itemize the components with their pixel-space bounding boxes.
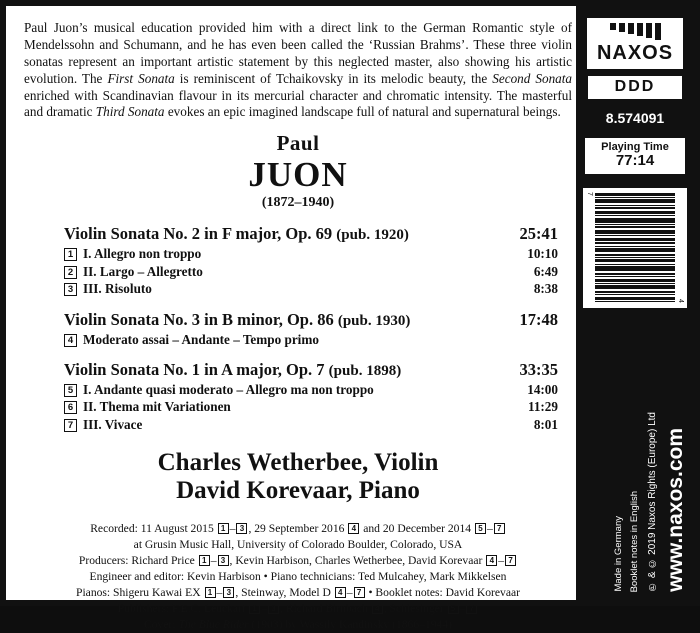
performer-violin: Charles Wetherbee, Violin [157, 449, 439, 477]
track-number: 1 [205, 587, 216, 598]
track-number: 1 [199, 555, 210, 566]
work-title-text: Violin Sonata No. 1 in A major, Op. 7 [64, 360, 325, 380]
track-number: 4 [64, 334, 77, 347]
track-title: I. Andante quasi moderato – Allegro ma non troppo [83, 382, 374, 398]
made-in-note: Made in Germany [613, 516, 624, 592]
track-number: 4 [348, 523, 359, 534]
track-duration: 14:00 [527, 382, 558, 398]
track-listing [24, 224, 572, 433]
track-duration: 11:29 [527, 399, 558, 415]
track-title: III. Vivace [83, 416, 143, 432]
credit-text: Pianos: Shigeru Kawai EX [76, 586, 201, 600]
credit-text: and 20 December 2014 [360, 522, 472, 536]
track-number: 5 [475, 523, 486, 534]
work-title [64, 224, 506, 244]
credit-pianos: Pianos: Shigeru Kawai EX 1 – 3 , Steinway, Model D 4 – 7 • Booklet notes: David Korevaar [76, 586, 520, 600]
composer-first-name: Paul [276, 131, 320, 156]
spine-vertical-text [576, 342, 694, 592]
credit-text: , Kevin Harbison, Charles Wetherbee, David Korevaar [229, 554, 483, 568]
track-number: 1 [249, 603, 260, 614]
credit-publishers: Publishers: F.E.C. Leuckart 1 – 3 , Richard Birnbach 4 , Schlesinger 5 – 7 [24, 601, 572, 617]
credit-producers: Producers: Richard Price 1 – 3 , Kevin Harbison, Charles Wetherbee, David Korevaar 4 – 7 [24, 553, 572, 569]
track-duration: 10:10 [527, 246, 558, 262]
album-description: Paul Juon’s musical education provided him with a direct link to the German Romantic style of Mendelssohn and Schumann, and he has even been called the ‘Russian Brahms’. These three violin sonatas represent an important artistic statement by this neglected master, also showing his artistic evolution. The First Sonata is reminiscent of Tchaikovsky in its melodic beauty, the Second Sonata enriched with Scandinavian flavour in its mercurial character and chromatic intensity. The masterful and dramatic Third Sonata evokes an epic imagined landscape full of natural and supernatural beings. [24, 20, 573, 120]
track-number: 3 [223, 587, 234, 598]
credit-text: Publishers: F.E.C. Leuckart [117, 602, 246, 616]
barcode-right-digit: 4 [677, 298, 684, 304]
composer-last-name: JUON [248, 155, 348, 195]
track-number: 5 [64, 384, 77, 397]
track-title: III. Risoluto [83, 281, 152, 297]
spacer [64, 301, 558, 310]
work-title [64, 310, 506, 330]
spacer [64, 351, 558, 360]
track-number: 3 [64, 283, 77, 296]
credit-text: (1903) by Wassily Kandinsky (1866–1944) [248, 618, 452, 632]
main-content [6, 6, 588, 632]
credit-text: , Steinway, Model D [235, 586, 331, 600]
playing-time-value: 77:14 [615, 152, 655, 169]
track-row [64, 280, 558, 297]
work-duration: 33:35 [519, 360, 558, 380]
credit-text: • Booklet notes: David Korevaar [365, 586, 520, 600]
track-number: 2 [64, 266, 77, 279]
barcode [583, 188, 687, 308]
track-number: 6 [64, 401, 77, 414]
track-number: 4 [372, 603, 383, 614]
credit-text: , 29 September 2016 [248, 522, 345, 536]
work-title [64, 360, 506, 380]
track-title: II. Thema mit Variationen [83, 399, 231, 415]
work-duration: 25:41 [519, 224, 558, 244]
track-number: 7 [466, 603, 477, 614]
ddd-badge: DDD [587, 75, 683, 100]
credit-text: Recorded: 11 August 2015 [90, 522, 214, 536]
work-duration: 17:48 [519, 309, 558, 329]
work-title-row [64, 310, 558, 330]
spine-column [576, 6, 694, 600]
work-publication: (pub. 1930) [337, 312, 411, 329]
track-row [64, 263, 558, 280]
playing-time-box [585, 138, 685, 174]
work-publication: (pub. 1920) [336, 227, 409, 244]
barcode-left-digit: 7 [586, 191, 593, 197]
naxos-bars-icon [587, 23, 683, 40]
track-number: 3 [218, 555, 229, 566]
track-number: 4 [486, 555, 497, 566]
website-url[interactable]: www.naxos.com [664, 428, 687, 592]
naxos-logo [587, 18, 683, 69]
track-row [64, 245, 558, 262]
credit-text: , Schlesinger [383, 602, 444, 616]
work-title-row [64, 224, 558, 244]
composer-dates: (1872–1940) [261, 195, 335, 211]
track-number: 1 [64, 248, 77, 261]
playing-time-label: Playing Time [601, 141, 669, 153]
track-number: 7 [505, 555, 516, 566]
track-number: 3 [236, 523, 247, 534]
track-title: I. Allegro non troppo [83, 246, 202, 262]
performers-block [24, 449, 572, 505]
catalog-number: 8.574091 [605, 110, 665, 126]
track-number: 4 [335, 587, 346, 598]
credit-text: Cover: [144, 618, 179, 632]
track-number: 7 [354, 587, 365, 598]
credit-recording-dates: Recorded: 11 August 2015 1 – 3 , 29 September 2016 4 and 20 December 2014 5 – 7 [24, 521, 572, 537]
track-duration: 6:49 [533, 263, 558, 279]
credit-venue: at Grusin Music Hall, University of Colorado Boulder, Colorado, USA [133, 538, 463, 552]
work-item [64, 224, 558, 297]
performer-piano: David Korevaar, Piano [176, 477, 420, 505]
track-row [64, 331, 558, 348]
work-title-text: Violin Sonata No. 2 in F major, Op. 69 [64, 224, 333, 244]
credit-engineer: Engineer and editor: Kevin Harbison • Piano technicians: Ted Mulcahey, Mark Mikkelsen [89, 570, 507, 584]
track-number: 7 [494, 523, 505, 534]
track-duration: 8:01 [533, 416, 558, 432]
credits-block [24, 521, 572, 633]
copyright-notice: ℗ & © 2019 Naxos Rights (Europe) Ltd [647, 412, 658, 592]
track-number: 3 [268, 603, 279, 614]
track-number: 7 [64, 419, 77, 432]
track-duration: 8:38 [533, 281, 558, 297]
track-number: 1 [218, 523, 229, 534]
work-item [64, 310, 558, 348]
track-row [64, 416, 558, 433]
work-title-row [64, 360, 558, 380]
cover-artwork-title: The Blue Rider [178, 618, 249, 632]
barcode-bars-icon [593, 192, 677, 304]
work-item [64, 360, 558, 433]
credit-text: Producers: Richard Price [78, 554, 195, 568]
track-title: Moderato assai – Andante – Tempo primo [83, 331, 319, 347]
work-title-text: Violin Sonata No. 3 in B minor, Op. 86 [64, 309, 334, 329]
composer-block [24, 133, 572, 210]
naxos-wordmark: NAXOS [596, 42, 674, 64]
track-number: 5 [448, 603, 459, 614]
credit-cover [24, 617, 572, 633]
work-publication: (pub. 1898) [328, 363, 402, 380]
credit-text: , Richard Birnbach [279, 602, 368, 616]
booklet-language-note: Booklet notes in English [629, 490, 640, 592]
track-title: II. Largo – Allegretto [83, 263, 203, 279]
track-row [64, 398, 558, 415]
track-row [64, 381, 558, 398]
